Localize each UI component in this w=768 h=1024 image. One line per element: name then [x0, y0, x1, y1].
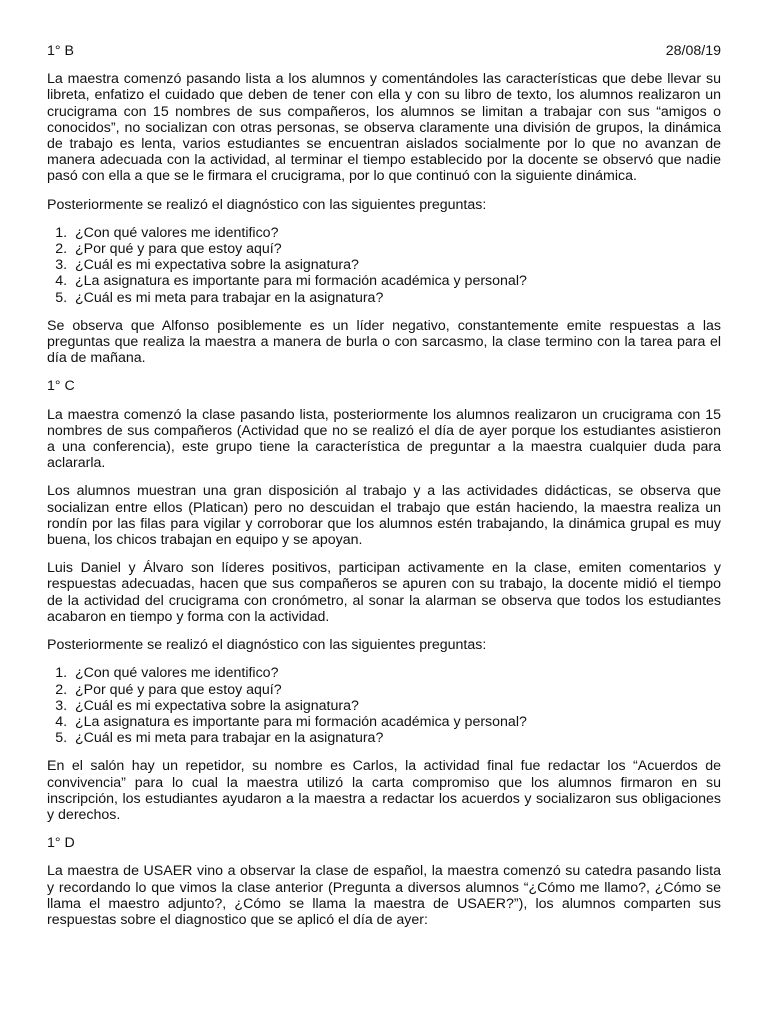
section-1b: [47, 71, 721, 366]
section-heading: 1° D: [47, 835, 75, 852]
paragraph: Posteriormente se realizó el diagnóstico con las siguientes preguntas:: [47, 196, 487, 213]
question-item: 2. ¿Por qué y para que estoy aquí?: [71, 682, 721, 698]
paragraph: Se observa que Alfonso posiblemente es un líder negativo, constantemente emite respuestas a las preguntas que realiza la maestra a manera de burla o con sarcasmo, la clase termino con la tarea para el día de mañana.: [47, 317, 721, 367]
group-label: 1° B: [47, 43, 74, 59]
paragraph: Luis Daniel y Álvaro son líderes positivos, participan activamente en la clase, emiten comentarios y respuestas adecuadas, hacen que sus compañeros se apuren con su trabajo, la docente midió el tiempo de la actividad del crucigrama con cronómetro, al sonar la alarman se observa que todos los estudiantes acabaron en tiempo y forma con la actividad.: [47, 560, 721, 625]
question-list: [47, 225, 721, 306]
question-item: 5. ¿Cuál es mi meta para trabajar en la asignatura?: [71, 730, 721, 746]
question-item: 4. ¿La asignatura es importante para mi formación académica y personal?: [71, 714, 721, 730]
paragraph: Posteriormente se realizó el diagnóstico con las siguientes preguntas:: [47, 637, 487, 654]
question-item: 1. ¿Con qué valores me identifico?: [71, 225, 721, 241]
question-list: [47, 665, 721, 746]
section-1d: [47, 835, 721, 928]
question-item: 2. ¿Por qué y para que estoy aquí?: [71, 241, 721, 257]
document-content: [47, 43, 721, 940]
date-label: 28/08/19: [665, 43, 721, 59]
paragraph: La maestra de USAER vino a observar la clase de español, la maestra comenzó su catedra pasando lista y recordando lo que vimos la clase anterior (Pregunta a diversos alumnos “¿Cómo me llamo?, ¿Cómo se llama el maestro adjunto?, ¿Cómo se llama la maestra de USAER?”), los alumnos comparten sus respuestas sobre el diagnostico que se aplicó el día de ayer:: [47, 863, 721, 928]
header-row: [47, 43, 721, 59]
paragraph: Los alumnos muestran una gran disposición al trabajo y a las actividades didácticas, se observa que socializan entre ellos (Platican) pero no descuidan el trabajo que están haciendo, la maestra realiza un rondín por las filas para vigilar y corroborar que los alumnos estén trabajando, la dinámica grupal es muy buena, los chicos trabajan en equipo y se apoyan.: [47, 483, 721, 549]
paragraph: En el salón hay un repetidor, su nombre es Carlos, la actividad final fue redactar los “Acuerdos de convivencia” para lo cual la maestra utilizó la carta compromiso que los alumnos firmaron en su inscripción, los estudiantes ayudaron a la maestra a redactar los acuerdos y socializaron sus obligaciones y derechos.: [47, 758, 721, 823]
paragraph: La maestra comenzó pasando lista a los alumnos y comentándoles las características que debe llevar su libreta, enfatizo el cuidado que deben de tener con ella y con su libro de texto, los alumnos realizaron un crucigrama con 15 nombres de sus compañeros, los alumnos se limitan a trabajar con sus “amigos o conocidos”, no socializan con otras personas, se observa claramente una división de grupos, la dinámica de trabajo es lenta, varios estudiantes se encuentran aislados socialmente por lo que no avanzan de manera adecuada con la actividad, al terminar el tiempo establecido por la docente se observó que nadie pasó con ella a que se le firmara el crucigrama, por lo que continuó con la siguiente dinámica.: [47, 71, 721, 185]
question-item: 3. ¿Cuál es mi expectativa sobre la asignatura?: [71, 257, 721, 273]
paragraph: La maestra comenzó la clase pasando lista, posteriormente los alumnos realizaron un crucigrama con 15 nombres de sus compañeros (Actividad que no se realizó el día de ayer porque los estudiantes asistieron a una conferencia), este grupo tiene la característica de preguntar a la maestra cualquier duda para aclararla.: [47, 406, 721, 472]
question-item: 1. ¿Con qué valores me identifico?: [71, 665, 721, 681]
question-item: 3. ¿Cuál es mi expectativa sobre la asignatura?: [71, 698, 721, 714]
question-item: 5. ¿Cuál es mi meta para trabajar en la asignatura?: [71, 290, 721, 306]
section-1c: [47, 378, 721, 823]
section-heading: 1° C: [47, 378, 75, 395]
question-item: 4. ¿La asignatura es importante para mi formación académica y personal?: [71, 273, 721, 289]
